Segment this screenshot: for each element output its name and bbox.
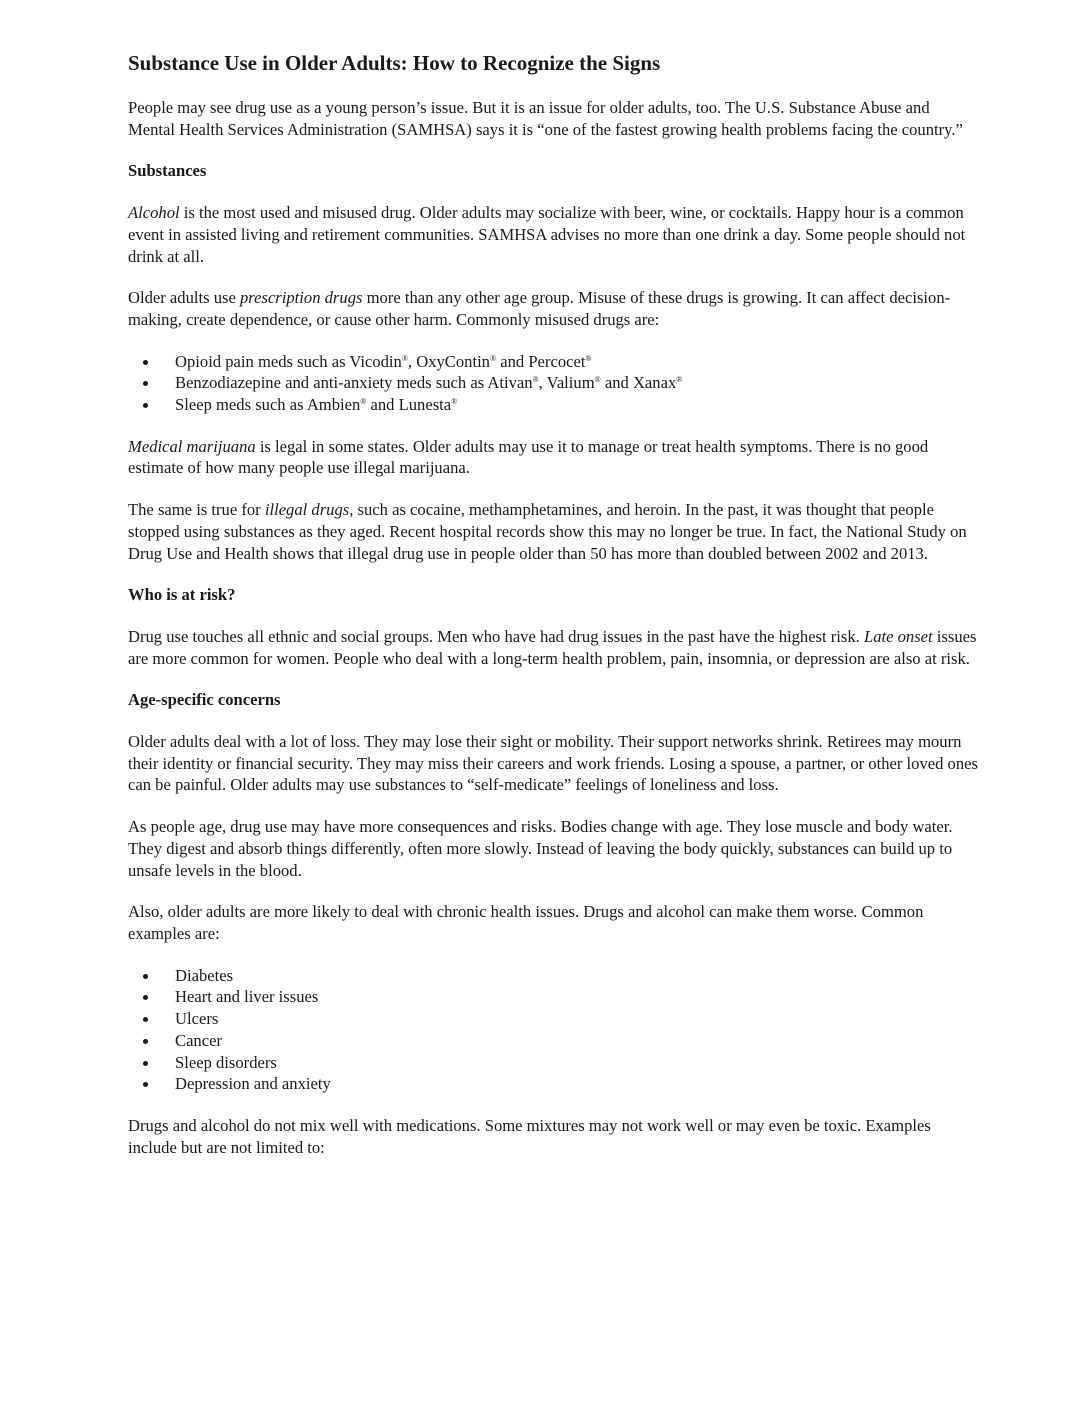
loss-paragraph: Older adults deal with a lot of loss. They may lose their sight or mobility. Their support networks shrink. Retirees may mourn their identity or financial security. They may miss their careers and work friends. Losing a spouse, a partner, or other loved ones can be painful. Older adults may use substances to “self-medicate” feelings of loneliness and loss.: [128, 732, 978, 795]
alcohol-term: Alcohol: [128, 203, 180, 223]
section-heading-risk: Who is at risk?: [128, 585, 236, 605]
list-item: Sleep disorders: [128, 1052, 978, 1074]
illegal-drugs-paragraph: [128, 499, 978, 564]
marijuana-term: Medical marijuana: [128, 436, 256, 456]
list-item: Heart and liver issues: [128, 986, 978, 1008]
chronic-issues-paragraph: Also, older adults are more likely to deal with chronic health issues. Drugs and alcohol can make them worse. Common examples are:: [128, 902, 924, 943]
section-heading-age-concerns: Age-specific concerns: [128, 690, 281, 710]
illegal-text-pre: The same is true for: [128, 500, 265, 520]
conditions-list: [128, 965, 978, 1095]
body-change-paragraph: As people age, drug use may have more consequences and risks. Bodies change with age. They lose muscle and body water. They digest and absorb things differently, often more slowly. Instead of leaving the body quickly, substances can build up to unsafe levels in the blood.: [128, 817, 953, 880]
list-item: Depression and anxiety: [128, 1073, 978, 1095]
risk-paragraph: [128, 626, 978, 669]
medication-mix-paragraph: Drugs and alcohol do not mix well with medications. Some mixtures may not work well or may even be toxic. Examples include but are not limited to:: [128, 1115, 931, 1157]
list-item: Sleep meds such as Ambien® and Lunesta®: [128, 394, 978, 416]
illegal-text-post: , such as cocaine, methamphetamines, and heroin. In the past, it was thought that people stopped using substances as they aged. Recent hospital records show this may no longer be true. In fact, the National Study on Drug Use and Health shows that illegal drug use in people older than 50 has more than doubled between 2002 and 2013.: [128, 500, 967, 563]
alcohol-text: is the most used and misused drug. Older adults may socialize with beer, wine, or cocktails. Happy hour is a common event in assisted living and retirement communities. SAMHSA advises no more than one drink a day. Some people should not drink at all.: [128, 203, 966, 266]
intro-paragraph: People may see drug use as a young person’s issue. But it is an issue for older adults, too. The U.S. Substance Abuse and Mental Health Services Administration (SAMHSA) says it is “one of the fastest growing health problems facing the country.”: [128, 98, 963, 139]
list-item: Opioid pain meds such as Vicodin®, OxyContin® and Percocet®: [128, 351, 978, 373]
risk-text-pre: Drug use touches all ethnic and social groups. Men who have had drug issues in the past have the highest risk.: [128, 626, 864, 646]
risk-text-post: issues are more common for women. People who deal with a long-term health problem, pain, insomnia, or depression are also at risk.: [128, 626, 977, 668]
document-page: [128, 50, 978, 1158]
alcohol-paragraph: [128, 202, 978, 267]
marijuana-paragraph: [128, 436, 978, 479]
illegal-term: illegal drugs: [264, 500, 350, 520]
list-item: Cancer: [128, 1030, 978, 1052]
prescription-paragraph: [128, 287, 978, 330]
section-heading-substances: Substances: [128, 161, 207, 181]
rx-text-post: more than any other age group. Misuse of these drugs is growing. It can affect decision-making, create dependence, or cause other harm. Commonly misused drugs are:: [128, 288, 951, 329]
list-item: Benzodiazepine and anti-anxiety meds such as Ativan®, Valium® and Xanax®: [128, 372, 978, 394]
list-item: Diabetes: [128, 965, 978, 987]
prescription-drug-list: [128, 351, 978, 416]
list-item: Ulcers: [128, 1008, 978, 1030]
page-title: Substance Use in Older Adults: How to Recognize the Signs: [128, 51, 661, 75]
marijuana-text: is legal in some states. Older adults may use it to manage or treat health symptoms. There is no good estimate of how many people use illegal marijuana.: [128, 436, 929, 478]
late-onset-term: Late onset: [863, 626, 933, 646]
rx-term: prescription drugs: [239, 288, 363, 308]
rx-text-pre: Older adults use: [128, 288, 240, 308]
